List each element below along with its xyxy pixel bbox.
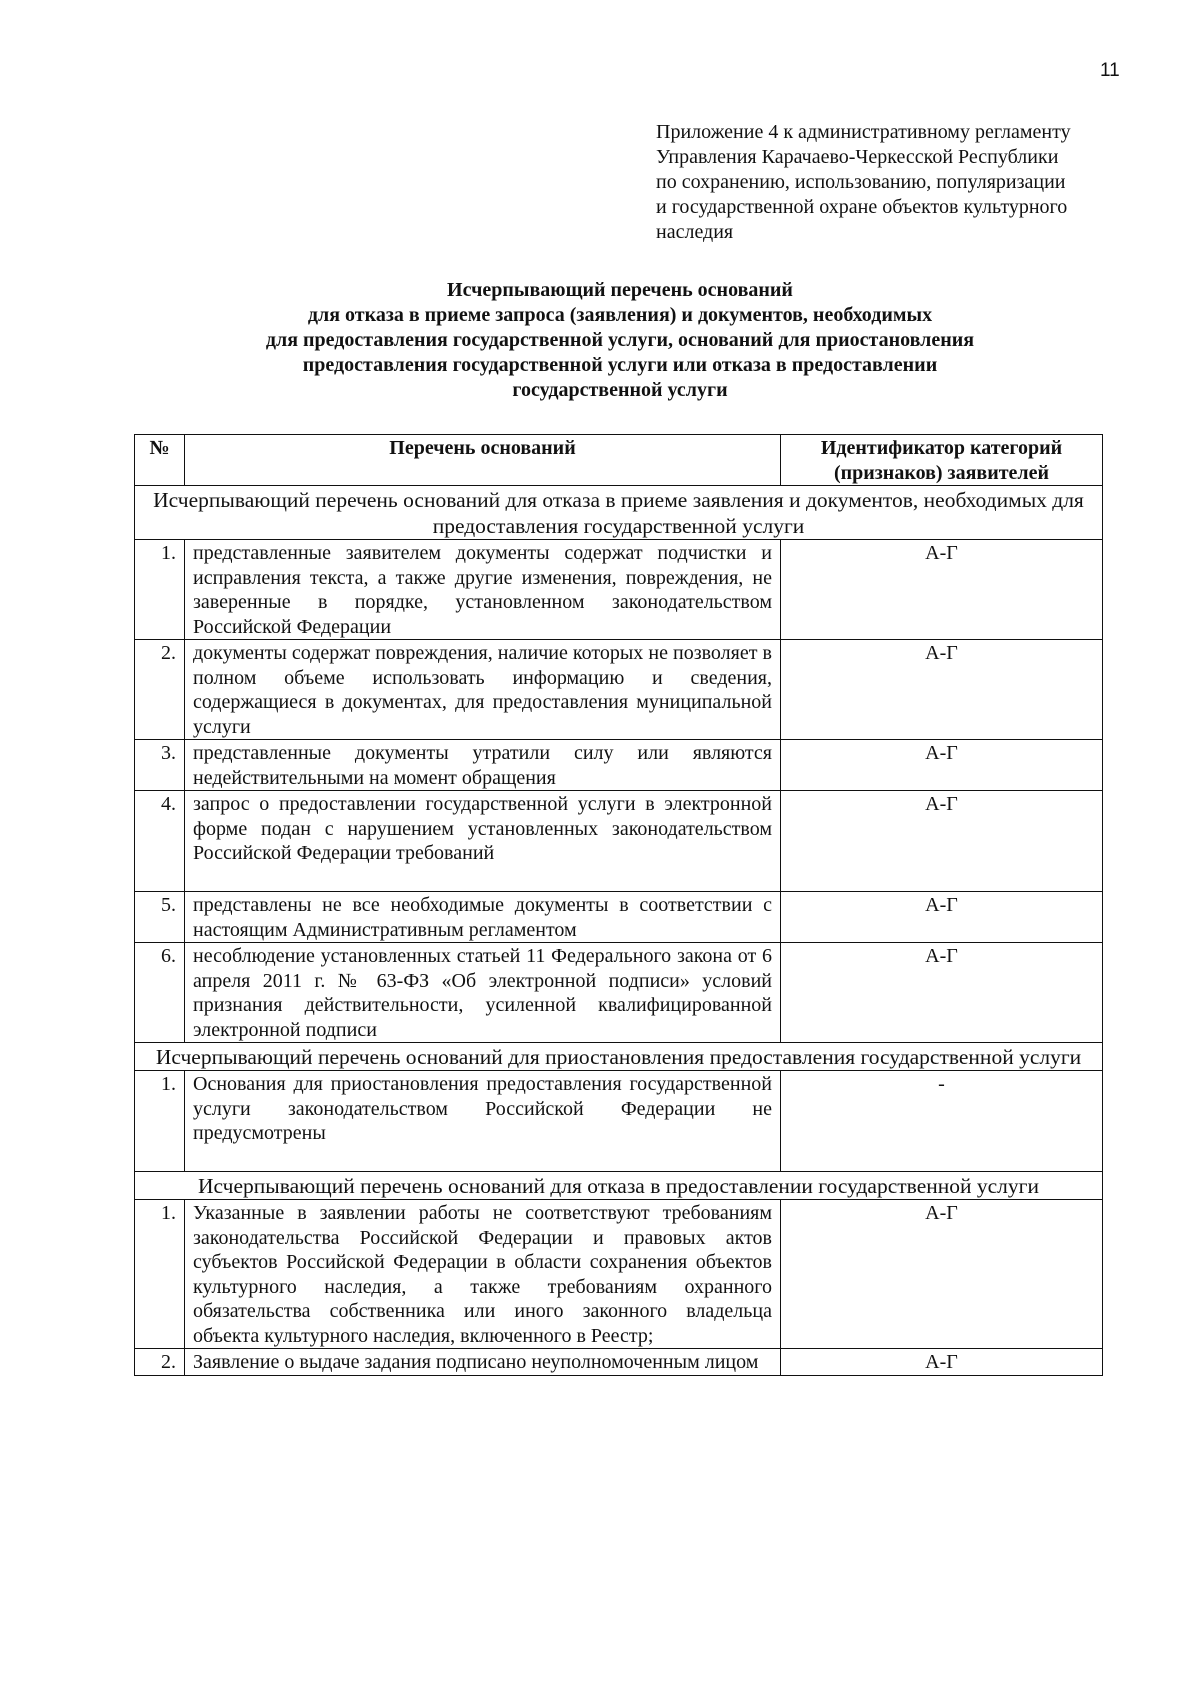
row-number: 1.: [135, 1071, 185, 1172]
row-number: 2.: [135, 640, 185, 740]
table-row: [135, 540, 1103, 640]
row-number: 1.: [135, 1200, 185, 1349]
row-identifier: А-Г: [781, 892, 1103, 943]
title-line: Исчерпывающий перечень оснований: [447, 279, 793, 301]
table-row: [135, 791, 1103, 892]
row-identifier: А-Г: [781, 640, 1103, 740]
row-identifier: А-Г: [781, 1200, 1103, 1349]
row-number: 2.: [135, 1349, 185, 1376]
page-number: 11: [1100, 60, 1120, 81]
row-identifier: А-Г: [781, 540, 1103, 640]
row-identifier: -: [781, 1071, 1103, 1172]
header-grounds: Перечень оснований: [185, 435, 781, 486]
row-number: 4.: [135, 791, 185, 892]
row-ground: документы содержат повреждения, наличие которых не позволяет в полном объеме использовать информацию и сведения, содержащиеся в документах, для предоставления муниципальной услуги: [185, 640, 781, 740]
title-line: для предоставления государственной услуги, оснований для приостановления: [265, 329, 975, 351]
table-row: [135, 740, 1103, 791]
row-ground: запрос о предоставлении государственной услуги в электронной форме подан с нарушением установленных законодательством Российской Федерации требований: [185, 791, 781, 892]
row-ground: представленные документы утратили силу или являются недействительными на момент обращения: [185, 740, 781, 791]
row-number: 3.: [135, 740, 185, 791]
section-title: Исчерпывающий перечень оснований для отказа в приеме заявления и документов, необходимых для предоставления государственной услуги: [135, 486, 1103, 540]
row-identifier: А-Г: [781, 1349, 1103, 1376]
row-identifier: А-Г: [781, 791, 1103, 892]
appendix-line: Управления Карачаево-Черкесской Республики: [656, 146, 1059, 168]
row-number: 1.: [135, 540, 185, 640]
section-row: [135, 1043, 1103, 1071]
section-title: Исчерпывающий перечень оснований для отказа в предоставлении государственной услуги: [135, 1172, 1103, 1200]
appendix-note: [656, 120, 1136, 245]
row-identifier: А-Г: [781, 740, 1103, 791]
row-ground: представлены не все необходимые документы в соответствии с настоящим Административным регламентом: [185, 892, 781, 943]
header-number: №: [135, 435, 185, 486]
row-ground: представленные заявителем документы содержат подчистки и исправления текста, а также другие изменения, повреждения, не заверенные в порядке, установленном законодательством Российской Федерации: [185, 540, 781, 640]
row-number: 5.: [135, 892, 185, 943]
row-identifier: А-Г: [781, 943, 1103, 1043]
table-header-row: [135, 435, 1103, 486]
row-ground: Основания для приостановления предоставления государственной услуги законодательством Российской Федерации не предусмотрены: [185, 1071, 781, 1172]
appendix-line: наследия: [656, 221, 734, 243]
appendix-line: Приложение 4 к административному регламенту: [656, 121, 1071, 143]
appendix-line: по сохранению, использованию, популяризации: [656, 171, 1066, 193]
row-ground: Заявление о выдаче задания подписано неуполномоченным лицом: [185, 1349, 781, 1376]
table-row: [135, 1071, 1103, 1172]
table-row: [135, 892, 1103, 943]
title-line: государственной услуги: [512, 379, 728, 401]
document-title: [140, 278, 1100, 403]
appendix-line: и государственной охране объектов культурного: [656, 196, 1068, 218]
title-line: для отказа в приеме запроса (заявления) и документов, необходимых: [307, 304, 933, 326]
row-ground: несоблюдение установленных статьей 11 Федерального закона от 6 апреля 2011 г. № 63-ФЗ «Об электронной подписи» условий признания действительности, усиленной квалифицированной электронной подписи: [185, 943, 781, 1043]
row-ground: Указанные в заявлении работы не соответствуют требованиям законодательства Российской Федерации и правовых актов субъектов Российской Федерации в области сохранения объектов культурного наследия, а также требованиям охранного обязательства собственника или иного законного владельца объекта культурного наследия, включенного в Реестр;: [185, 1200, 781, 1349]
row-number: 6.: [135, 943, 185, 1043]
title-line: предоставления государственной услуги или отказа в предоставлении: [302, 354, 938, 376]
table-row: [135, 640, 1103, 740]
table-row: [135, 1349, 1103, 1376]
header-identifier: Идентификатор категорий (признаков) заявителей: [781, 435, 1103, 486]
section-row: [135, 1172, 1103, 1200]
grounds-table: [134, 434, 1103, 1376]
section-title: Исчерпывающий перечень оснований для приостановления предоставления государственной услуги: [135, 1043, 1103, 1071]
section-row: [135, 486, 1103, 540]
table-row: [135, 943, 1103, 1043]
table-row: [135, 1200, 1103, 1349]
